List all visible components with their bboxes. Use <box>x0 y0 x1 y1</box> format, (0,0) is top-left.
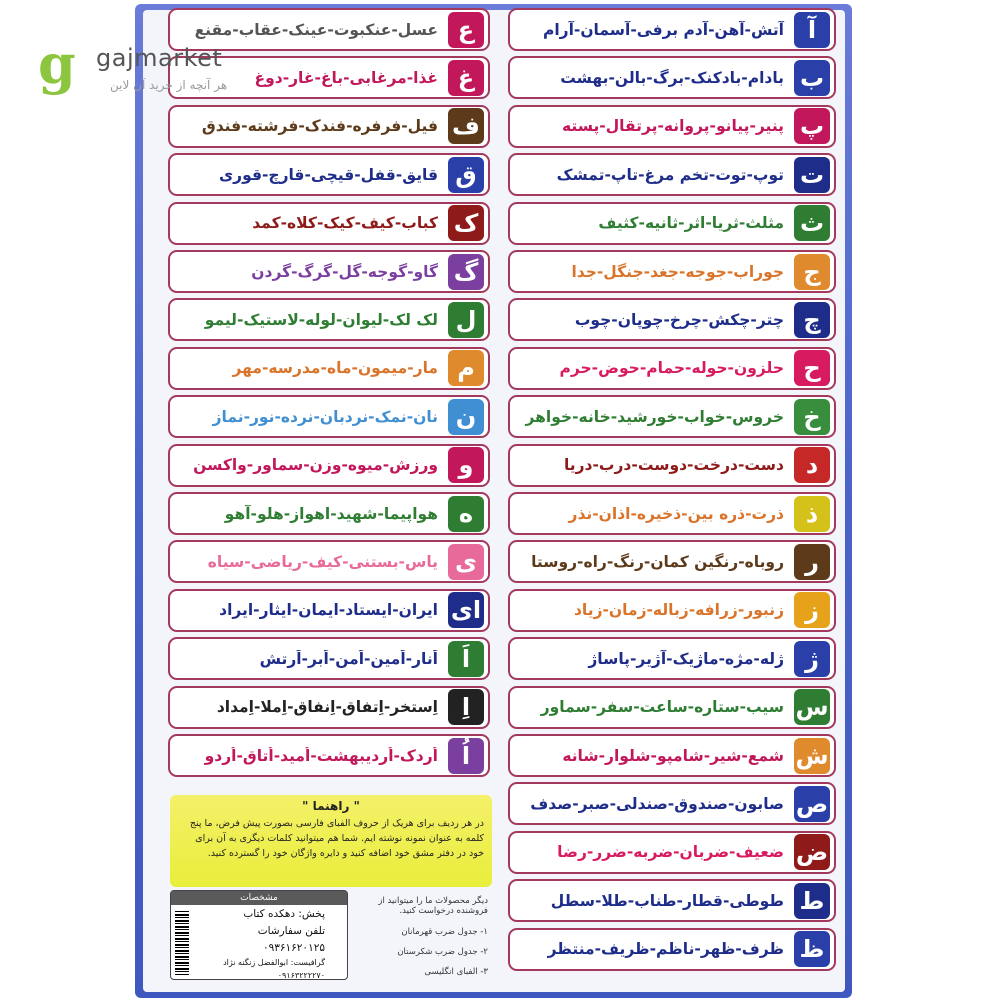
letter-row <box>168 492 490 535</box>
letter-row <box>508 686 836 729</box>
letter-row <box>168 734 490 777</box>
other-product-item: ۱- جدول ضرب قهرمانان <box>401 927 488 937</box>
example-words: دست-درخت-دوست-درب-دریا <box>563 456 784 475</box>
example-words: ضعیف-ضربان-ضربه-ضرر-رضا <box>557 843 784 862</box>
example-words: یاس-بستنی-کیف-ریاضی-سیاه <box>207 552 438 571</box>
example-words: کباب-کیف-کیک-کلاه-کمد <box>252 214 438 233</box>
letter-badge: پ <box>794 108 830 144</box>
letter-row <box>508 540 836 583</box>
example-words: حلزون-حوله-حمام-حوض-حرم <box>559 359 784 378</box>
letter-badge: ط <box>794 883 830 919</box>
specs-header: مشخصات <box>171 891 347 905</box>
letter-badge: ح <box>794 350 830 386</box>
letter-row <box>508 202 836 245</box>
example-words: جوراب-جوجه-جغد-جنگل-جدا <box>571 262 784 281</box>
letter-badge: و <box>448 447 484 483</box>
letter-badge: ع <box>448 12 484 48</box>
letter-badge: ز <box>794 592 830 628</box>
letter-row <box>168 298 490 341</box>
letter-row <box>508 734 836 777</box>
letter-badge: ت <box>794 157 830 193</box>
letter-badge: ص <box>794 786 830 822</box>
letter-badge: ذ <box>794 496 830 532</box>
example-words: چتر-چکش-چرخ-چوپان-چوب <box>574 310 784 329</box>
letter-row <box>508 782 836 825</box>
letter-badge: آ <box>794 12 830 48</box>
example-words: گاو-گوجه-گل-گرگ-گردن <box>251 262 438 281</box>
example-words: فیل-فرفره-فندک-فرشته-فندق <box>201 117 438 136</box>
letter-badge: ن <box>448 399 484 435</box>
letter-badge: ق <box>448 157 484 193</box>
example-words: پنیر-پیانو-پروانه-پرتقال-پسته <box>561 117 784 136</box>
letter-badge: ل <box>448 302 484 338</box>
letter-row <box>168 444 490 487</box>
letter-badge: اُ <box>448 738 484 774</box>
specs-designer: گرافیست: ابوالفضل زنگنه نژاد <box>223 958 325 967</box>
letter-row <box>508 395 836 438</box>
example-words: آتش-آهن-آدم برفی-آسمان-آرام <box>542 20 784 39</box>
letter-row <box>168 250 490 293</box>
example-words: اِستخر-اِتفاق-اِنفاق-اِملا-اِمداد <box>216 698 438 717</box>
example-words: ژله-مژه-ماژیک-آژیر-پاساژ <box>588 649 784 668</box>
letter-badge: ه <box>448 496 484 532</box>
letter-row <box>508 105 836 148</box>
letter-row <box>168 202 490 245</box>
letter-badge: س <box>794 689 830 725</box>
example-words: شمع-شیر-شامپو-شلوار-شانه <box>562 746 784 765</box>
other-product-item: ۲- جدول ضرب شکرستان <box>397 947 488 957</box>
specs-phone-2: ۰۹۱۶۳۲۲۲۲۷۰ <box>277 971 325 980</box>
other-products-heading: دیگر محصولات ما را میتوانید از فروشنده درخواست کنید. <box>378 896 488 916</box>
other-products <box>354 892 492 980</box>
example-words: اُردک-اُردیبهشت-اُمید-اُتاق-اُردو <box>204 746 438 765</box>
letter-row <box>168 105 490 148</box>
letter-row <box>168 686 490 729</box>
letter-badge: چ <box>794 302 830 338</box>
specs-order-label: تلفن سفارشات <box>257 925 325 937</box>
other-product-item: ۳- الفبای انگلیسی <box>424 967 488 977</box>
letter-badge: م <box>448 350 484 386</box>
letter-row <box>508 928 836 971</box>
letter-badge: ر <box>794 544 830 580</box>
letter-badge: ف <box>448 108 484 144</box>
letter-row <box>508 153 836 196</box>
letter-badge: اَ <box>448 641 484 677</box>
example-words: غذا-مرغابی-باغ-غار-دوغ <box>254 68 438 87</box>
example-words: توپ-توت-تخم مرغ-تاپ-تمشک <box>556 165 784 184</box>
example-words: ظرف-ظهر-ناظم-ظریف-منتظر <box>547 940 784 959</box>
example-words: ایران-ایستاد-ایمان-ایثار-ایراد <box>219 601 438 620</box>
letter-row <box>168 540 490 583</box>
letter-row <box>508 589 836 632</box>
letter-badge: گ <box>448 254 484 290</box>
specs-distributor: پخش: دهکده کتاب <box>243 908 325 920</box>
letter-row <box>508 347 836 390</box>
letter-badge: ش <box>794 738 830 774</box>
letter-row <box>508 298 836 341</box>
example-words: خروس-خواب-خورشید-خانه-خواهر <box>525 407 784 426</box>
letter-row <box>168 637 490 680</box>
example-words: صابون-صندوق-صندلی-صبر-صدف <box>530 794 784 813</box>
example-words: قایق-قفل-قیچی-قارچ-قوری <box>218 165 438 184</box>
guide-text: در هر ردیف برای هریک از حروف الفبای فارسی بصورت پیش فرض، ما پنج کلمه به عنوان نمونه نوشته ایم. شما هم میتوانید کلمات دیگری به آن برای خود در دفتر مشق خود اضافه کنید و دایره واژگان خود را گسترده کنید. <box>189 818 484 859</box>
letter-row <box>508 637 836 680</box>
example-words: نان-نمک-نردبان-نرده-نور-نماز <box>212 407 438 426</box>
example-words: روباه-رنگین کمان-رنگ-راه-روستا <box>531 552 784 571</box>
letter-row <box>508 56 836 99</box>
example-words: عسل-عنکبوت-عینک-عقاب-مقنع <box>194 20 438 39</box>
example-words: ذرت-ذره بین-ذخیره-اذان-نذر <box>568 504 784 523</box>
letter-row <box>168 153 490 196</box>
letter-badge: ب <box>794 60 830 96</box>
logo-mark: g <box>38 32 76 96</box>
letter-badge: ض <box>794 834 830 870</box>
barcode-icon <box>175 911 189 975</box>
letter-badge: د <box>794 447 830 483</box>
gajmarket-logo <box>38 32 278 108</box>
letter-badge: ک <box>448 205 484 241</box>
letter-badge: ج <box>794 254 830 290</box>
specs-phone: ۰۹۳۶۱۶۲۰۱۲۵ <box>262 942 325 954</box>
letter-row <box>168 347 490 390</box>
letter-badge: ی <box>448 544 484 580</box>
letter-badge: ظ <box>794 931 830 967</box>
letter-row <box>508 444 836 487</box>
letter-badge: ژ <box>794 641 830 677</box>
example-words: ورزش-میوه-وزن-سماور-واکسن <box>193 456 438 475</box>
example-words: زنبور-زرافه-زباله-زمان-زیاد <box>573 601 784 620</box>
letter-row <box>508 831 836 874</box>
letter-badge: خ <box>794 399 830 435</box>
guide-box <box>170 795 492 887</box>
example-words: طوطی-قطار-طناب-طلا-سطل <box>550 891 784 910</box>
example-words: هواپیما-شهید-اهواز-هلو-آهو <box>224 504 438 523</box>
letter-badge: ای <box>448 592 484 628</box>
example-words: اَنار-اَمین-اَمن-اَبر-اَرتش <box>259 649 438 668</box>
example-words: سیب-ستاره-ساعت-سفر-سماور <box>540 698 784 717</box>
letter-badge: اِ <box>448 689 484 725</box>
letter-row <box>168 589 490 632</box>
letter-row <box>168 395 490 438</box>
letter-row <box>508 879 836 922</box>
example-words: بادام-بادکنک-برگ-بالن-بهشت <box>560 68 784 87</box>
specs-box <box>170 890 348 980</box>
letter-badge: ث <box>794 205 830 241</box>
guide-title: " راهنما " <box>302 799 360 813</box>
logo-brand-name: gajmarket <box>96 44 223 72</box>
example-words: لک لک-لیوان-لوله-لاستیک-لیمو <box>204 310 438 329</box>
example-words: مثلث-ثریا-اثر-ثانیه-کثیف <box>598 214 784 233</box>
letter-row <box>508 8 836 51</box>
letter-row <box>508 250 836 293</box>
example-words: مار-میمون-ماه-مدرسه-مهر <box>232 359 438 378</box>
letter-row <box>508 492 836 535</box>
logo-tagline: هر آنچه از خرید آن لاین <box>110 78 228 92</box>
letter-badge: غ <box>448 60 484 96</box>
